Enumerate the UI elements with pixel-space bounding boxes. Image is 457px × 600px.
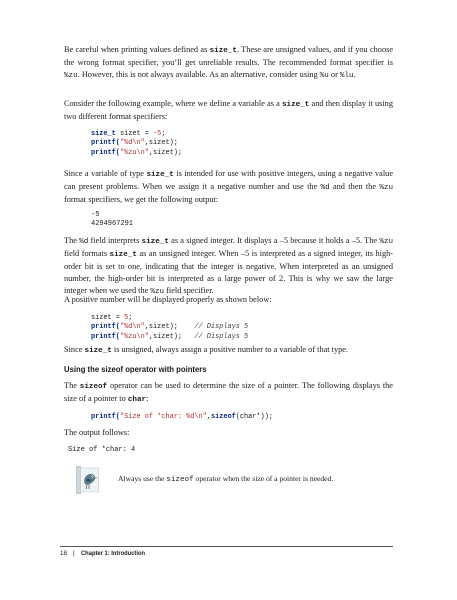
page-footer <box>60 550 150 557</box>
paragraph-unsigned-advice: Since size_t is unsigned, always assign a positive number to a variable of that type. <box>64 345 349 355</box>
section-heading: Using the sizeof operator with pointers <box>64 364 207 374</box>
paragraph-format-warning: Be careful when printing values defined as size_t. These are unsigned values, and if you choose the wrong format specifier, you’ll get unreliable results. The recommended format specifier is %zu. However, this is not always available. As an alternative, consider using %u or %lu. <box>64 45 394 81</box>
footer-separator: | <box>73 550 75 557</box>
chapter-title: Chapter 1: Introduction <box>80 550 145 557</box>
paragraph-interpretation: The %d field interprets size_t as a signed integer. It displays a –5 because it holds a –5. The %zu field formats size_t as an unsigned integer. When –5 is interpreted as a signed integer, its high-order bit is set to one, indicating that the integer is negative. When interpreted as an unsigned number, the high-order bit is interpreted as a large power of 2. This is why we saw the large integer when we used the %zu field specifier. <box>64 236 393 297</box>
paragraph-negative-value: Since a variable of type size_t is intended for use with positive integers, using a negative value can present problems. When we assign it a negative number and use the %d and then the %zu format specifiers, we get the following output: <box>64 169 393 205</box>
page-number: 18 <box>60 550 68 557</box>
code-block-declare: size_t sizet = -5; printf("%d\n",sizet); printf("%zu\n",sizet); <box>91 130 182 157</box>
code-block-sizeof: printf("Size of *char: %d\n",sizeof(char*)); <box>91 413 273 421</box>
paragraph-positive-intro: A positive number will be displayed properly as shown below: <box>64 295 272 304</box>
footer-divider <box>60 546 393 547</box>
output-block-negative: -5 4294967291 <box>91 211 134 229</box>
code-block-positive: sizet = 5; printf("%d\n",sizet); // Displays 5 printf("%zu\n",sizet); // Displays 5 <box>91 314 249 341</box>
paragraph-sizeof-intro: The sizeof operator can be used to determine the size of a pointer. The following displays the size of a pointer to char: <box>64 381 393 405</box>
paragraph-output-intro: The output follows: <box>64 428 130 437</box>
tip-note: Always use the sizeof operator when the size of a pointer is needed. <box>118 474 334 484</box>
output-block-sizeof: Size of *char: 4 <box>68 446 136 454</box>
tip-bird-icon <box>76 466 100 494</box>
paragraph-example-intro: Consider the following example, where we define a variable as a size_t and then display it using two different format specifiers: <box>64 99 393 122</box>
